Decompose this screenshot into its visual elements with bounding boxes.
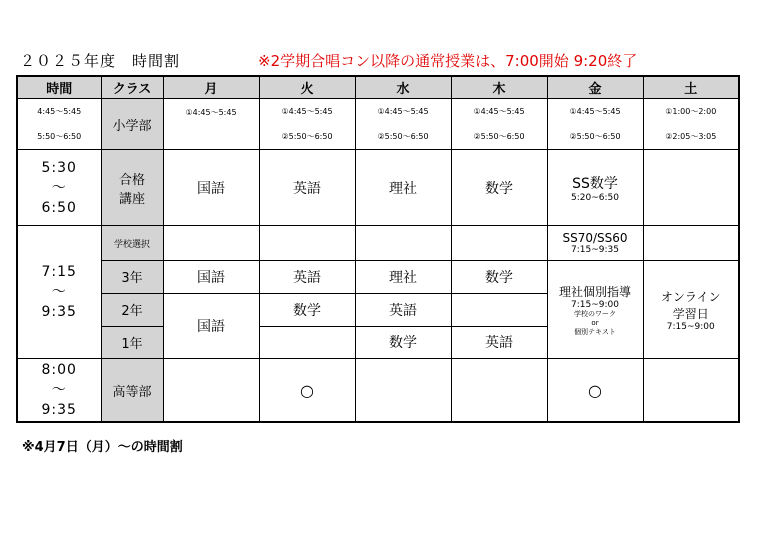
elementary-thu	[451, 99, 547, 150]
goukaku-wed: 理社	[355, 150, 451, 226]
grade1-thu: 英語	[451, 326, 547, 359]
grade1-tue	[259, 326, 355, 359]
grade3-wed: 理社	[355, 261, 451, 294]
select-thu	[451, 226, 547, 261]
goukaku-tue: 英語	[259, 150, 355, 226]
elementary-sat-1: ①1:00～2:00	[665, 107, 717, 117]
middle-time-start: 7:15	[41, 264, 77, 281]
header-day-fri: 金	[547, 76, 643, 99]
elementary-sat-2: ②2:05～3:05	[665, 132, 717, 142]
header-day-sat: 土	[643, 76, 739, 99]
class-elementary: 小学部	[101, 99, 163, 150]
elementary-fri-1: ①4:45～5:45	[569, 107, 621, 117]
schedule-notice: ※2学期合唱コン以降の通常授業は、7:00開始 9:20終了	[258, 52, 638, 70]
class-grade2: 2年	[101, 293, 163, 326]
elementary-fri	[547, 99, 643, 150]
elementary-sat	[643, 99, 739, 150]
header-day-wed: 水	[355, 76, 451, 99]
elementary-mon-1: ①4:45～5:45	[185, 107, 237, 117]
grade21-mon: 国語	[163, 293, 259, 359]
elementary-wed-1: ①4:45～5:45	[377, 107, 429, 117]
class-high: 高等部	[101, 359, 163, 422]
online-study-title-1: オンライン	[660, 289, 721, 304]
elementary-wed-2: ②5:50～6:50	[377, 132, 429, 142]
select-wed	[355, 226, 451, 261]
header-day-tue: 火	[259, 76, 355, 99]
class-school-select: 学校選択	[101, 226, 163, 261]
high-time-end: 9:35	[41, 402, 77, 419]
elementary-mon	[163, 99, 259, 150]
goukaku-fri-subject: SS数学	[572, 175, 618, 192]
goukaku-time-start: 5:30	[41, 159, 77, 176]
elementary-time	[17, 99, 101, 150]
ss-course-time: 7:15~9:35	[571, 244, 619, 255]
high-time-tilde: ～	[51, 382, 67, 399]
middle-time-end: 9:35	[41, 304, 77, 321]
middle-time	[17, 226, 101, 359]
goukaku-fri-time: 5:20~6:50	[571, 192, 619, 203]
high-mon	[163, 359, 259, 422]
ss-course-label: SS70/SS60	[562, 230, 628, 245]
fri-individual-note3: 個別テキスト	[574, 327, 616, 336]
grade3-thu: 数学	[451, 261, 547, 294]
high-time	[17, 359, 101, 422]
fri-individual-title: 理社個別指導	[558, 284, 631, 299]
grade2-wed: 英語	[355, 293, 451, 326]
elementary-thu-2: ②5:50～6:50	[473, 132, 525, 142]
middle-fri	[547, 261, 643, 359]
fri-individual-note2: or	[591, 318, 599, 327]
goukaku-time-end: 6:50	[41, 199, 77, 216]
elementary-tue-2: ②5:50～6:50	[281, 132, 333, 142]
goukaku-sat	[643, 150, 739, 226]
high-wed	[355, 359, 451, 422]
elementary-fri-2: ②5:50～6:50	[569, 132, 621, 142]
class-goukaku-line2: 講座	[118, 191, 145, 207]
online-study-title-2: 学習日	[672, 306, 709, 321]
select-tue	[259, 226, 355, 261]
class-goukaku	[101, 150, 163, 226]
high-fri: ○	[547, 359, 643, 422]
select-sat	[643, 226, 739, 261]
elementary-time-2: 5:50～6:50	[37, 132, 82, 142]
elementary-tue	[259, 99, 355, 150]
grade2-thu	[451, 293, 547, 326]
goukaku-time-tilde: ～	[51, 179, 67, 196]
goukaku-mon: 国語	[163, 150, 259, 226]
footer-note: ※4月7日（月）～の時間割	[22, 440, 183, 455]
select-fri	[547, 226, 643, 261]
header-time: 時間	[17, 76, 101, 99]
elementary-time-1: 4:45～5:45	[37, 107, 82, 117]
header-class: クラス	[101, 76, 163, 99]
elementary-wed	[355, 99, 451, 150]
middle-time-tilde: ～	[51, 284, 67, 301]
goukaku-time	[17, 150, 101, 226]
fri-individual-note1: 学校のワーク	[574, 309, 616, 318]
high-thu	[451, 359, 547, 422]
class-goukaku-line1: 合格	[118, 172, 145, 188]
elementary-thu-1: ①4:45～5:45	[473, 107, 525, 117]
high-sat	[643, 359, 739, 422]
header-day-thu: 木	[451, 76, 547, 99]
goukaku-thu: 数学	[451, 150, 547, 226]
fri-individual-time: 7:15~9:00	[571, 299, 619, 310]
high-tue: ○	[259, 359, 355, 422]
class-grade3: 3年	[101, 261, 163, 294]
grade1-wed: 数学	[355, 326, 451, 359]
middle-sat	[643, 261, 739, 359]
page-title: ２０２５年度 時間割	[20, 52, 181, 70]
grade3-tue: 英語	[259, 261, 355, 294]
timetable	[16, 75, 740, 423]
header-day-mon: 月	[163, 76, 259, 99]
select-mon	[163, 226, 259, 261]
goukaku-fri	[547, 150, 643, 226]
grade2-tue: 数学	[259, 293, 355, 326]
class-grade1: 1年	[101, 326, 163, 359]
grade3-mon: 国語	[163, 261, 259, 294]
elementary-tue-1: ①4:45～5:45	[281, 107, 333, 117]
online-study-time: 7:15~9:00	[666, 321, 715, 332]
high-time-start: 8:00	[41, 362, 77, 379]
